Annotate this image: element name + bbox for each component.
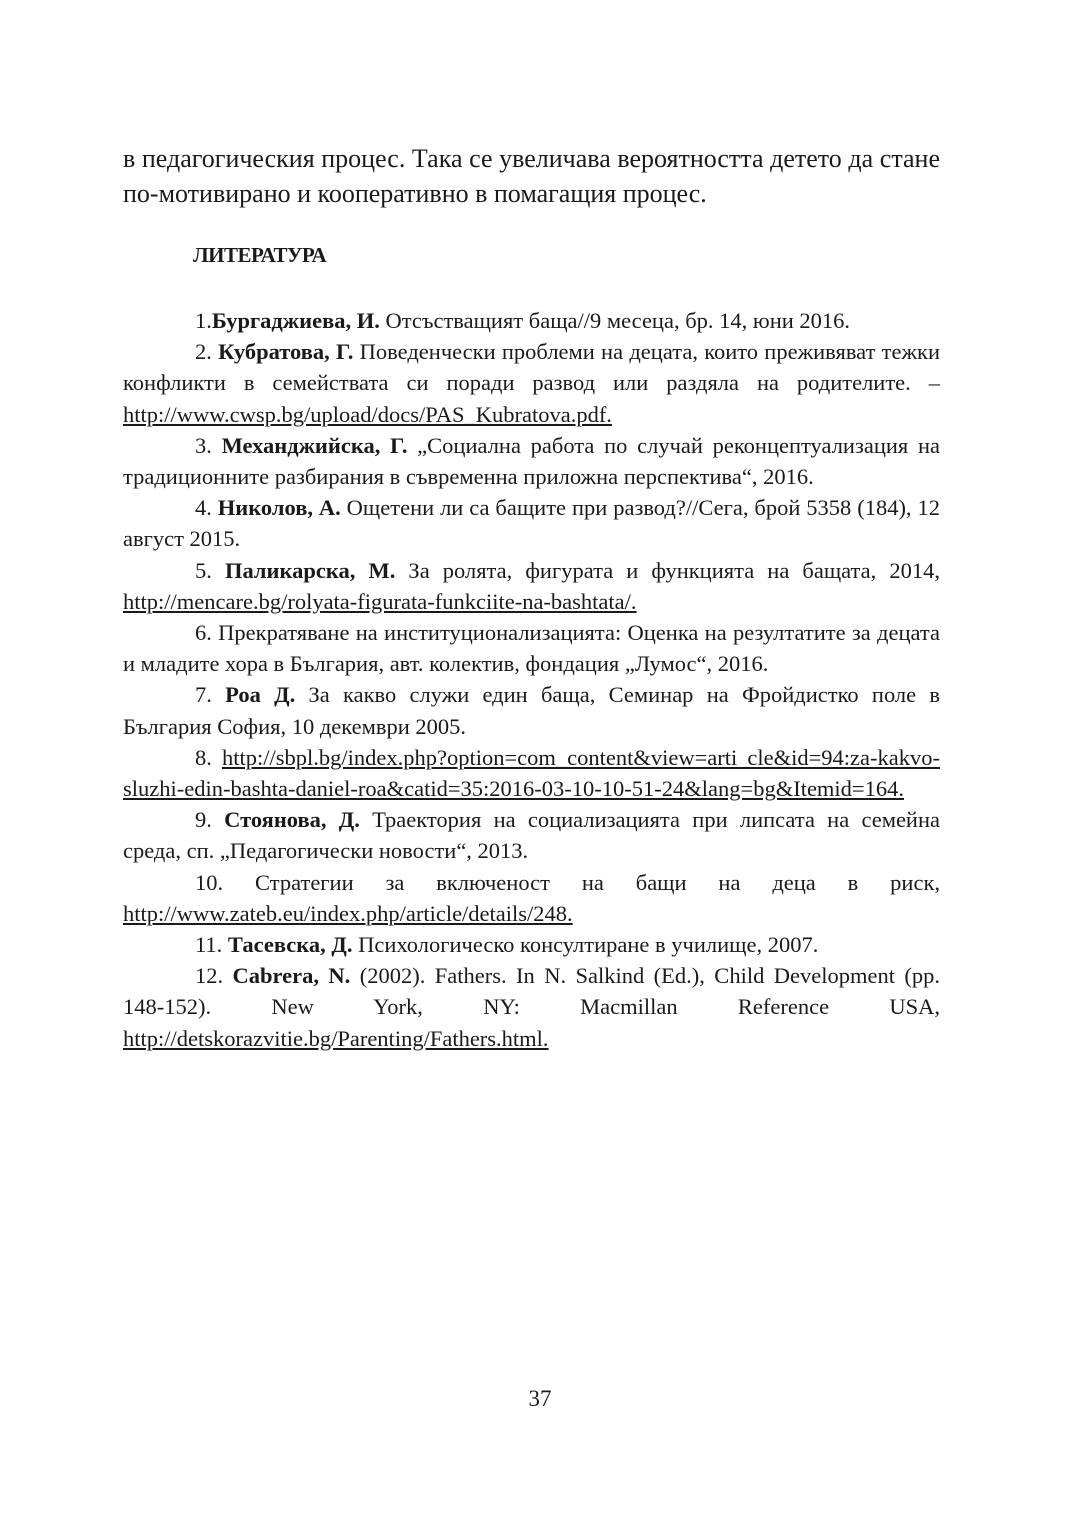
reference-author: Роа Д.	[225, 682, 296, 708]
reference-item	[123, 679, 940, 741]
reference-author: Стоянова, Д.	[224, 807, 360, 833]
references-heading: ЛИТЕРАТУРА	[193, 243, 327, 267]
reference-link[interactable]: http://mencare.bg/rolyata-figurata-funkciite-na-bashtata/.	[123, 588, 637, 614]
page-number: 37	[528, 1386, 552, 1411]
reference-number: 11.	[195, 932, 228, 958]
reference-number: 2.	[195, 339, 219, 365]
reference-item	[123, 492, 940, 554]
reference-item	[123, 555, 940, 617]
reference-link[interactable]: http://detskorazvitie.bg/Parenting/Fathers.html.	[123, 1025, 549, 1051]
reference-link[interactable]: http://sbpl.bg/index.php?option=com_content&view=arti cle&id=94:za-kakvo-sluzhi-edin-bashta-daniel-roa&catid=35:2016-03-10-10-51-24&lang=bg&Itemid=164.	[123, 744, 941, 802]
reference-text: Психологическо консултиране в училище, 2007.	[352, 932, 819, 958]
reference-item	[123, 804, 940, 866]
reference-text: Стратегии за включеност на бащи на деца в риск,	[255, 869, 941, 895]
reference-item	[123, 336, 940, 430]
reference-number: 8.	[195, 744, 222, 770]
reference-author: Cabrera, N.	[232, 963, 351, 989]
reference-number: 9.	[195, 807, 225, 833]
reference-author: Кубратова, Г.	[218, 339, 354, 365]
reference-text: „Социална работа по случай реконцептуализация на традиционните разбирания в съвременна приложна перспектива“, 2016.	[123, 432, 941, 490]
reference-item	[123, 430, 940, 492]
reference-author: Бургаджиева, И.	[211, 308, 380, 333]
reference-link[interactable]: http://www.cwsp.bg/upload/docs/PAS_Kubratova.pdf.	[123, 401, 612, 427]
reference-item	[123, 960, 940, 1054]
reference-number: 6.	[195, 620, 219, 646]
reference-text: Прекратяване на институционализацията: Оценка на резултатите за децата и младите хора в България, авт. колектив, фондация „Лумос“, 2016.	[123, 620, 940, 677]
reference-item	[123, 617, 940, 679]
reference-number: 3.	[195, 432, 222, 458]
reference-item	[123, 867, 940, 929]
reference-text: За какво служи един баща, Семинар на Фройдистко поле в България София, 10 декември 2005.	[123, 682, 941, 739]
reference-text: За ролята, фигурата и функцията на бащата, 2014,	[395, 557, 940, 583]
reference-number: 12.	[195, 963, 233, 989]
reference-text: (2002). Fathers. In N. Salkind (Ed.), Child Development (pp. 148-152). New York, NY: Macmillan Reference USA,	[123, 963, 940, 1020]
reference-author: Николов, А.	[217, 495, 341, 521]
reference-item	[123, 305, 940, 336]
reference-author: Тасевска, Д.	[227, 932, 353, 958]
reference-item	[123, 929, 940, 960]
reference-text: Ощетени ли са бащите при развод?//Сега, брой 5358 (184), 12 август 2015.	[123, 495, 940, 552]
reference-item	[123, 742, 940, 804]
reference-number: 1.	[195, 308, 212, 333]
reference-number: 7.	[195, 682, 226, 708]
reference-number: 10.	[195, 869, 256, 895]
reference-list	[123, 305, 940, 1054]
intro-paragraph: в педагогическия процес. Така се увеличава вероятността детето да стане по-мотивирано и кооперативно в помагащия процес.	[123, 144, 940, 208]
reference-text: Траектория на социализацията при липсата на семейна среда, сп. „Педагогически новости“, 2013.	[123, 807, 941, 864]
reference-link[interactable]: http://www.zateb.eu/index.php/article/details/248.	[123, 900, 573, 926]
reference-text: Отсъстващият баща//9 месеца, бр. 14, юни 2016.	[379, 308, 851, 333]
reference-number: 4.	[195, 495, 218, 521]
reference-author: Механджийска, Г.	[221, 432, 408, 458]
reference-author: Паликарска, М.	[224, 557, 396, 583]
reference-number: 5.	[195, 557, 225, 583]
reference-text: Поведенчески проблеми на децата, които преживяват тежки конфликти в семействата си поради развод или раздяла на родителите. –	[123, 339, 941, 396]
